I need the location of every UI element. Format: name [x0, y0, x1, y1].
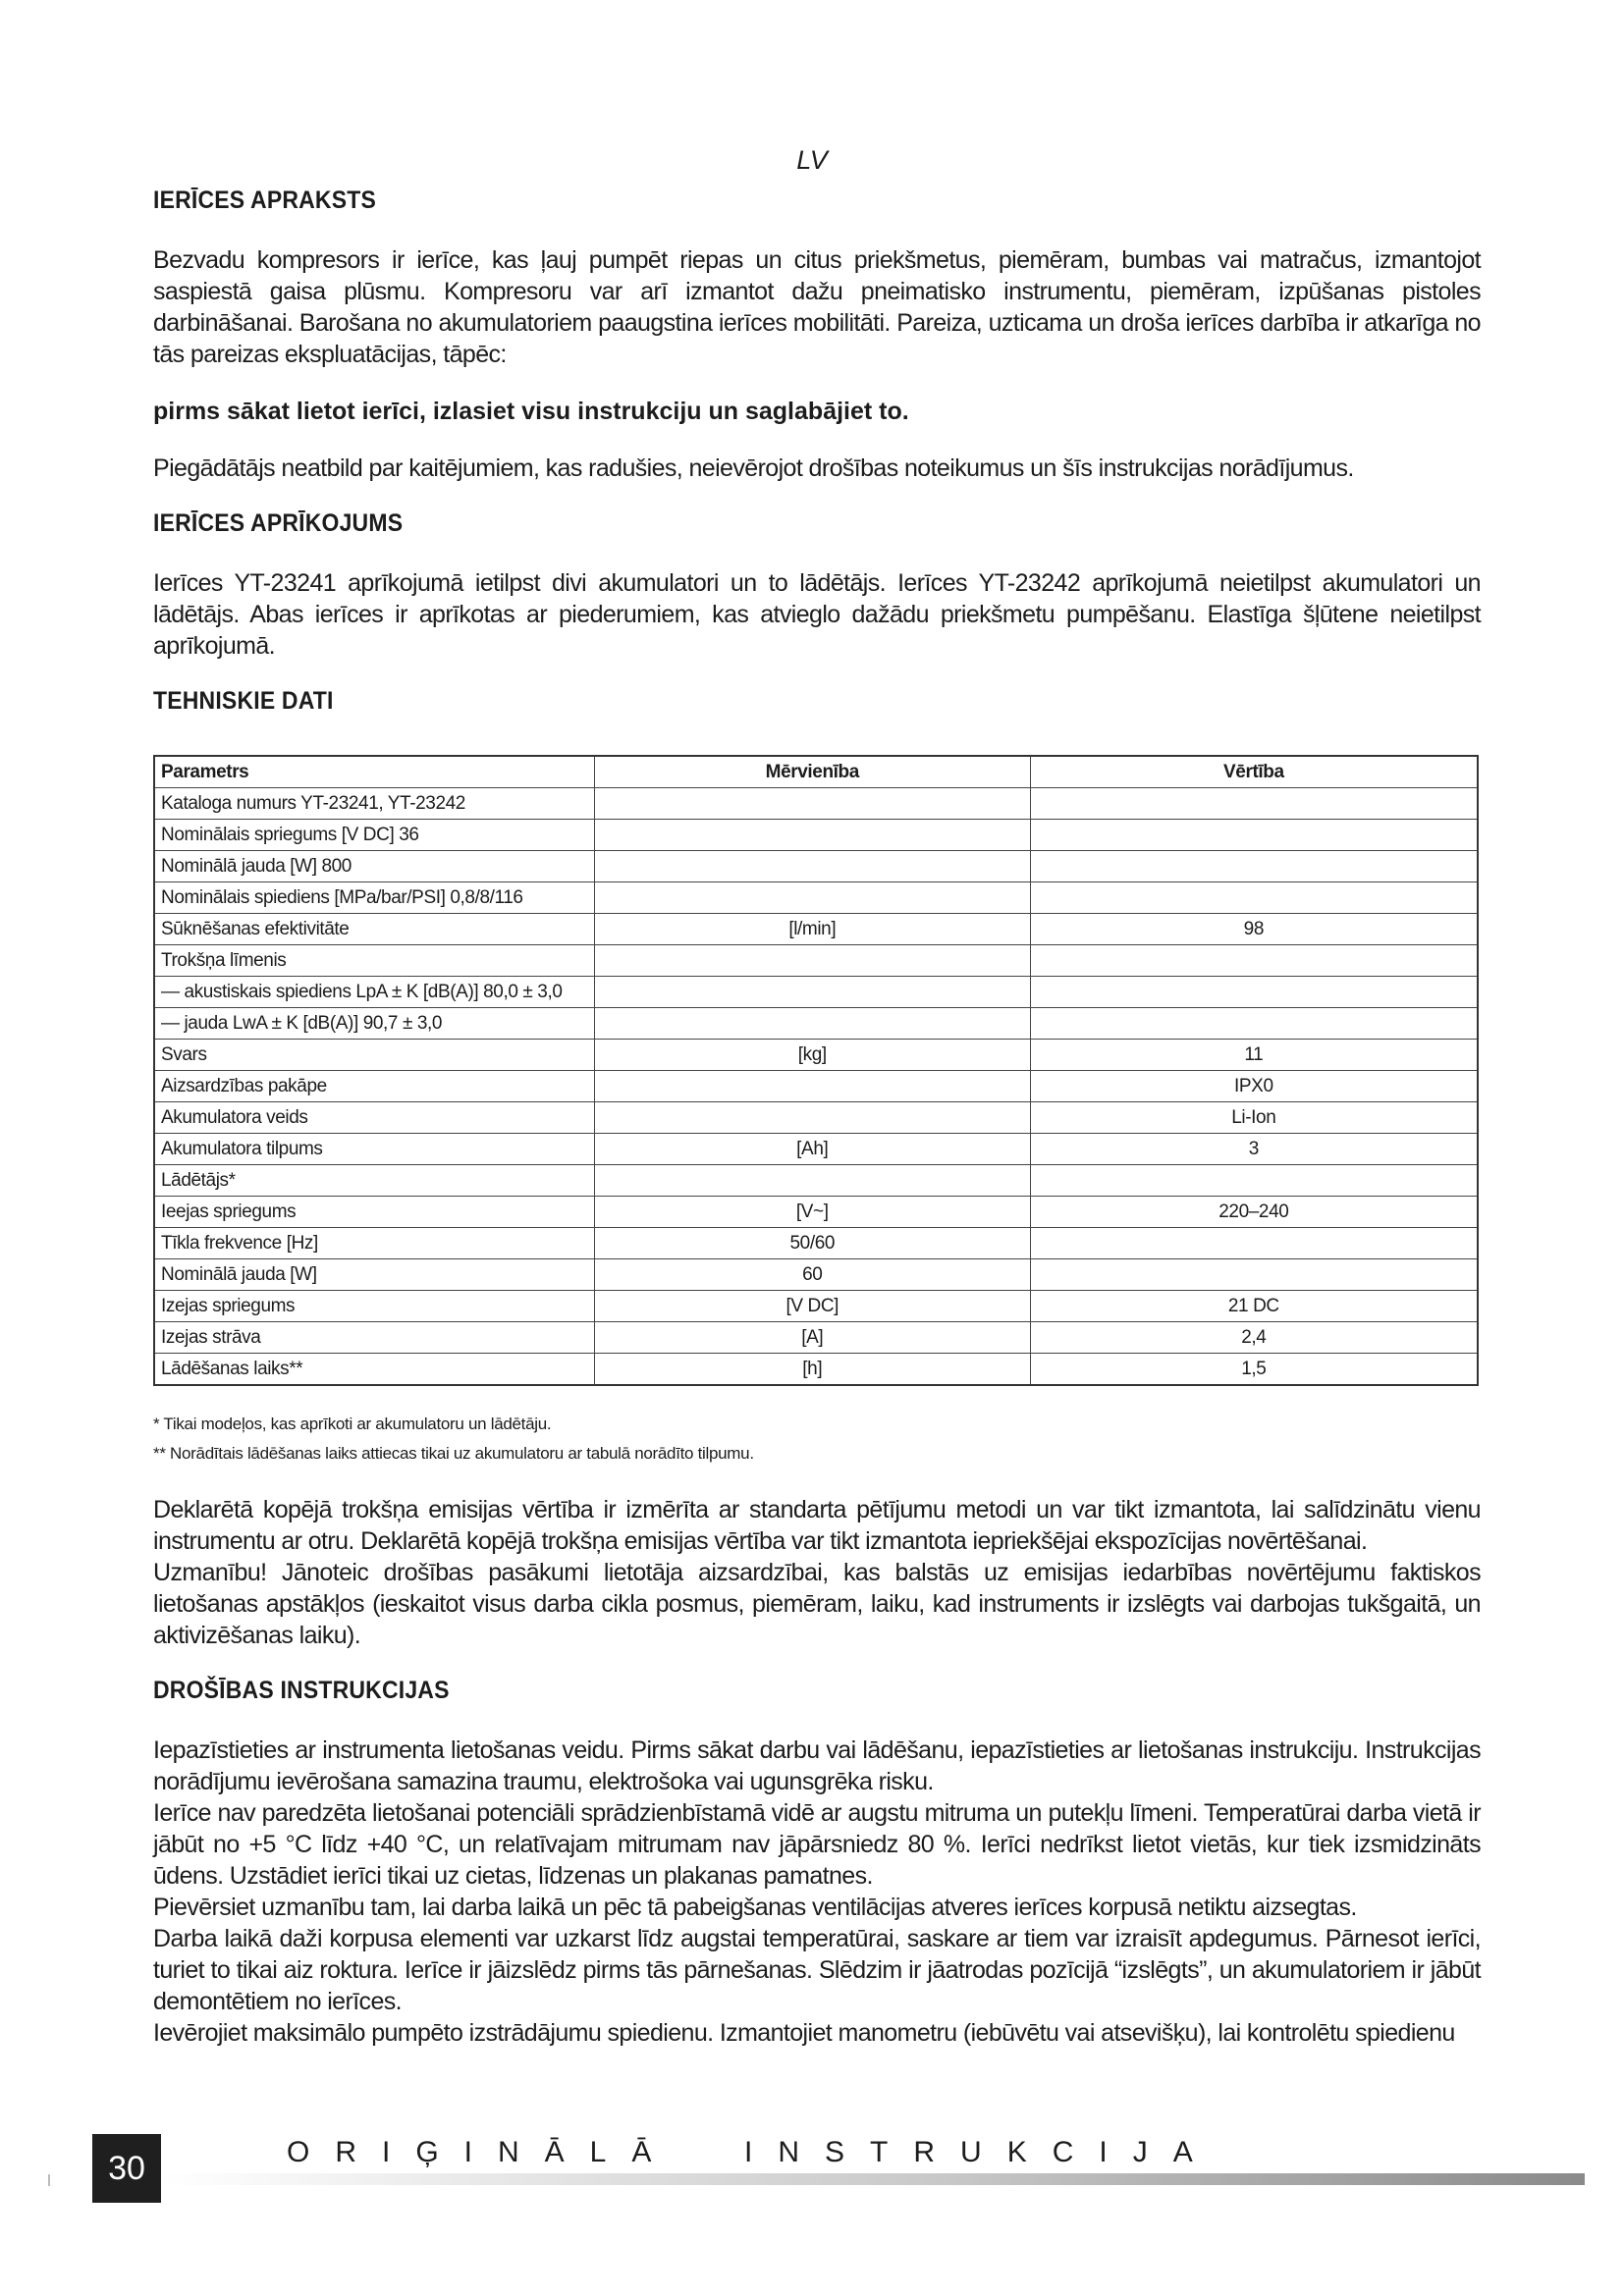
safety-paragraph: Ievērojiet maksimālo pumpēto izstrādājumu spiedienu. Izmantojiet manometru (iebūvētu vai atsevišķu), lai kontrolētu spiedienu: [153, 2019, 1455, 2047]
table-cell: Svars: [154, 1040, 594, 1071]
table-cell: [1030, 1259, 1478, 1291]
table-cell: [V~]: [594, 1197, 1030, 1228]
liability-paragraph: Piegādātājs neatbild par kaitējumiem, kas radušies, neievērojot drošības noteikumus un šīs instrukcijas norādījumus.: [153, 454, 1354, 482]
table-row: [154, 851, 1478, 882]
table-cell: [594, 1071, 1030, 1102]
table-row: [154, 820, 1478, 851]
table-cell: [1030, 1165, 1478, 1197]
table-row: [154, 977, 1478, 1008]
noise-declaration-paragraph: Deklarētā kopējā trokšņa emisijas vērtība ir izmērīta ar standarta pētījumu metodi un var tikt izmantota, lai salīdzinātu vienu instrumentu ar otru. Deklarētā kopējā trokšņa emisijas vērtība var tikt izmantota iepriekšējai ekspozīcijas novērtēšanai.: [153, 1496, 1481, 1555]
section-title-equipment: IERĪCES APRĪKOJUMS: [153, 509, 404, 537]
language-code: LV: [796, 145, 828, 175]
technical-data-table: [153, 755, 1479, 1386]
table-cell: 2,4: [1030, 1322, 1478, 1354]
noise-warning-paragraph: Uzmanību! Jānoteic drošības pasākumi lietotāja aizsardzībai, kas balstās uz emisijas iedarbības novērtējumu faktiskos lietošanas apstākļos (ieskaitot visus darba cikla posmus, piemēram, laiku, kad instruments ir izslēgts vai darbojas tukšgaitā, un aktivizēšanas laiku).: [153, 1559, 1481, 1649]
table-row: [154, 1008, 1478, 1040]
page-number: 30: [92, 2134, 161, 2203]
table-cell: [594, 851, 1030, 882]
description-paragraph: Bezvadu kompresors ir ierīce, kas ļauj pumpēt riepas un citus priekšmetus, piemēram, bumbas vai matračus, izmantojot saspiestā gaisa plūsmu. Kompresoru var arī izmantot dažu pneimatisko instrumentu, piemēram, izpūšanas pistoles darbināšanai. Barošana no akumulatoriem paaugstina ierīces mobilitāti. Pareiza, uzticama un droša ierīces darbība ir atkarīga no tās pareizas ekspluatācijas, tāpēc:: [153, 246, 1481, 368]
table-cell: [1030, 945, 1478, 977]
table-cell: 98: [1030, 914, 1478, 945]
table-row: [154, 945, 1478, 977]
table-cell: 50/60: [594, 1228, 1030, 1259]
safety-paragraph: Iepazīstieties ar instrumenta lietošanas veidu. Pirms sākat darbu vai lādēšanu, iepazīstieties ar lietošanas instrukciju. Instrukcijas norādījumu ievērošana samazina traumu, elektrošoka vai ugunsgrēka risku.: [153, 1736, 1481, 1795]
footnote: ** Norādītais lādēšanas laiks attiecas tikai uz akumulatoru ar tabulā norādīto tilpumu.: [153, 1444, 754, 1463]
table-cell: [1030, 882, 1478, 914]
table-row: [154, 1259, 1478, 1291]
table-cell: [1030, 851, 1478, 882]
table-cell: Li-Ion: [1030, 1102, 1478, 1134]
table-cell: 220–240: [1030, 1197, 1478, 1228]
footer-title: ORIĢINĀLĀ INSTRUKCIJA: [287, 2136, 1218, 2168]
page-content: [153, 187, 1481, 2049]
safety-paragraph: Pievērsiet uzmanību tam, lai darba laikā un pēc tā pabeigšanas ventilācijas atveres ierīces korpusā netiktu aizsegtas.: [153, 1894, 1357, 1921]
table-cell: Sūknēšanas efektivitāte: [154, 914, 594, 945]
table-row: [154, 1165, 1478, 1197]
safety-paragraph: Darba laikā daži korpusa elementi var uzkarst līdz augstai temperatūrai, saskare ar tiem var izraisīt apdegumus. Pārnesot ierīci, turiet to tikai aiz roktura. Ierīce ir jāizslēdz pirms tās pārnešanas. Slēdzim ir jāatrodas pozīcijā “izslēgts”, un akumulatoriem ir jābūt demontētiem no ierīces.: [153, 1925, 1481, 2015]
section-title-technical-data: TEHNISKIE DATI: [153, 687, 334, 715]
table-cell: [594, 1165, 1030, 1197]
table-cell: Nominālā jauda [W]: [154, 1259, 594, 1291]
equipment-paragraph: Ierīces YT-23241 aprīkojumā ietilpst divi akumulatori un to lādētājs. Ierīces YT-23242 aprīkojumā neietilpst akumulatori un lādētājs. Abas ierīces ir aprīkotas ar piederumiem, kas atvieglo dažādu priekšmetu pumpēšanu. Elastīga šļūtene neietilpst aprīkojumā.: [153, 569, 1481, 660]
page-edge-tick: [48, 2174, 50, 2186]
table-cell: Izejas spriegums: [154, 1291, 594, 1322]
table-cell: Ieejas spriegums: [154, 1197, 594, 1228]
table-notes: [153, 1414, 1481, 1465]
table-cell: [1030, 1228, 1478, 1259]
table-cell: [l/min]: [594, 914, 1030, 945]
table-cell: — jauda LwA ± K [dB(A)] 90,7 ± 3,0: [154, 1008, 594, 1040]
table-cell: 11: [1030, 1040, 1478, 1071]
table-cell: Lādēšanas laiks**: [154, 1354, 594, 1386]
footer-gradient-bar: [161, 2173, 1585, 2185]
table-row: [154, 1134, 1478, 1165]
table-cell: [kg]: [594, 1040, 1030, 1071]
table-cell: 60: [594, 1259, 1030, 1291]
table-header: Vērtība: [1030, 756, 1478, 788]
safety-paragraph: Ierīce nav paredzēta lietošanai potenciāli sprādzienbīstamā vidē ar augstu mitruma un putekļu līmeni. Temperatūrai darba vietā ir jābūt no +5 °C līdz +40 °C, un relatīvajam mitrumam nav jāpārsniedz 80 %. Ierīci nedrīkst lietot vietās, kur tiek izsmidzināts ūdens. Uzstādiet ierīci tikai uz cietas, līdzenas un plakanas pamatnes.: [153, 1799, 1481, 1890]
table-row: [154, 1102, 1478, 1134]
table-cell: [594, 1008, 1030, 1040]
table-header-row: [154, 756, 1478, 788]
table-cell: [V DC]: [594, 1291, 1030, 1322]
table-cell: [594, 977, 1030, 1008]
table-row: [154, 1040, 1478, 1071]
table-cell: Kataloga numurs YT-23241, YT-23242: [154, 788, 594, 820]
table-cell: [1030, 977, 1478, 1008]
table-cell: Akumulatora tilpums: [154, 1134, 594, 1165]
table-row: [154, 882, 1478, 914]
table-cell: [Ah]: [594, 1134, 1030, 1165]
table-cell: Aizsardzības pakāpe: [154, 1071, 594, 1102]
table-cell: [594, 788, 1030, 820]
table-cell: Nominālā jauda [W] 800: [154, 851, 594, 882]
table-cell: Izejas strāva: [154, 1322, 594, 1354]
table-cell: Nominālais spiediens [MPa/bar/PSI] 0,8/8/116: [154, 882, 594, 914]
table-header: Mērvienība: [594, 756, 1030, 788]
table-cell: [594, 1102, 1030, 1134]
section-title-safety: DROŠĪBAS INSTRUKCIJAS: [153, 1677, 450, 1704]
table-cell: [1030, 1008, 1478, 1040]
table-cell: 21 DC: [1030, 1291, 1478, 1322]
table-cell: [594, 882, 1030, 914]
table-cell: — akustiskais spiediens LpA ± K [dB(A)] 80,0 ± 3,0: [154, 977, 594, 1008]
table-cell: IPX0: [1030, 1071, 1478, 1102]
table-cell: 3: [1030, 1134, 1478, 1165]
read-instructions-warning: pirms sākat lietot ierīci, izlasiet visu instrukciju un saglabājiet to.: [153, 398, 909, 425]
footnote: * Tikai modeļos, kas aprīkoti ar akumulatoru un lādētāju.: [153, 1415, 552, 1433]
table-cell: [594, 945, 1030, 977]
table-cell: [h]: [594, 1354, 1030, 1386]
table-row: [154, 1197, 1478, 1228]
table-cell: [1030, 820, 1478, 851]
table-cell: 1,5: [1030, 1354, 1478, 1386]
table-row: [154, 1322, 1478, 1354]
table-row: [154, 1228, 1478, 1259]
table-cell: Lādētājs*: [154, 1165, 594, 1197]
table-cell: [A]: [594, 1322, 1030, 1354]
table-cell: Nominālais spriegums [V DC] 36: [154, 820, 594, 851]
table-row: [154, 914, 1478, 945]
table-cell: [594, 820, 1030, 851]
table-row: [154, 1071, 1478, 1102]
section-title-description: IERĪCES APRAKSTS: [153, 187, 377, 214]
table-cell: [1030, 788, 1478, 820]
table-cell: Trokšņa līmenis: [154, 945, 594, 977]
table-row: [154, 1354, 1478, 1386]
table-row: [154, 788, 1478, 820]
table-cell: Akumulatora veids: [154, 1102, 594, 1134]
table-header: Parametrs: [154, 756, 594, 788]
table-row: [154, 1291, 1478, 1322]
table-cell: Tīkla frekvence [Hz]: [154, 1228, 594, 1259]
table-body: [154, 788, 1478, 1386]
